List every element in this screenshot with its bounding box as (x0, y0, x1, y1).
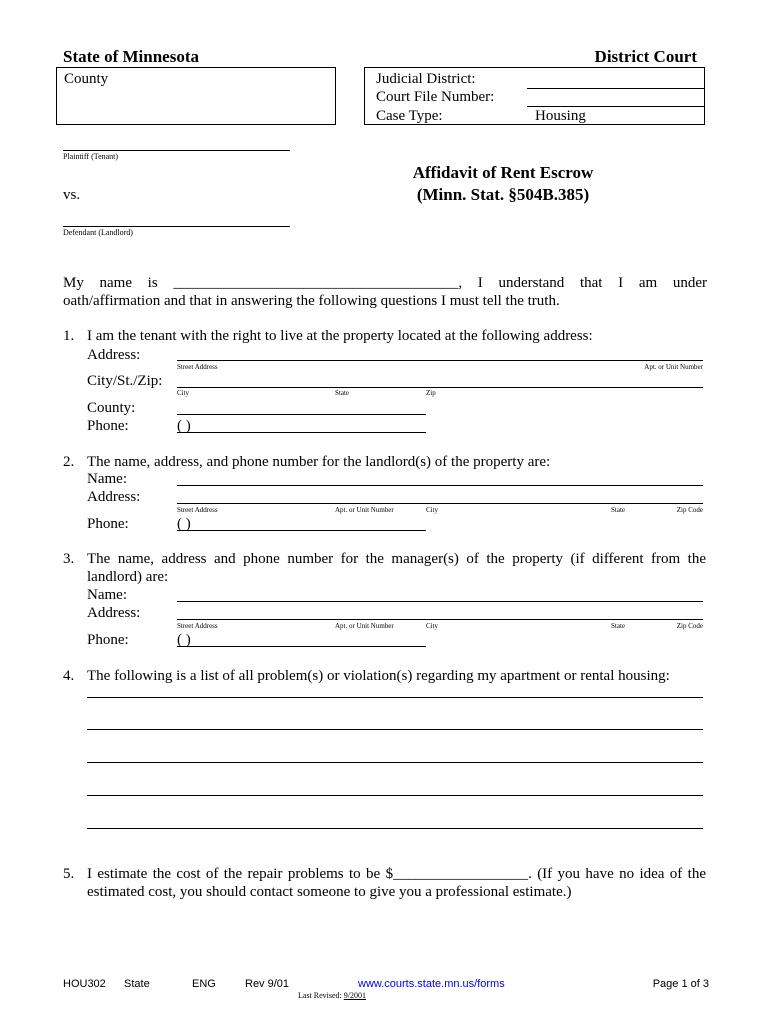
problem-line[interactable] (87, 762, 703, 763)
q1-cityzip-label: City/St./Zip: (87, 373, 163, 389)
q1-zip-caption: Zip (426, 389, 436, 397)
case-type-label: Case Type: (376, 108, 443, 124)
form-statute: (Minn. Stat. §504B.385) (416, 185, 590, 204)
footer-state: State (124, 978, 150, 990)
q1-phone-field[interactable] (177, 432, 426, 433)
q4-text: The following is a list of all problem(s) or violation(s) regarding my apartment or rental housing: (87, 668, 670, 684)
q2-phone-field[interactable] (177, 530, 426, 531)
court-heading: District Court (594, 47, 697, 66)
court-file-number-field[interactable] (527, 106, 705, 107)
form-title: Affidavit of Rent Escrow (412, 163, 594, 182)
state-heading: State of Minnesota (63, 47, 199, 66)
footer-last-revised (298, 991, 366, 1001)
q5-line-1: I estimate the cost of the repair problems to be $__________________. (If you have no idea of the (87, 866, 706, 882)
q1-cityzip-field[interactable] (177, 387, 703, 388)
defendant-label: Defendant (Landlord) (63, 228, 133, 237)
q3-name-field[interactable] (177, 601, 703, 602)
q3-city-caption: City (426, 622, 439, 630)
plaintiff-label: Plaintiff (Tenant) (63, 152, 119, 161)
defendant-field[interactable] (63, 226, 290, 227)
q5-number: 5. (63, 866, 75, 882)
q2-city-caption: City (426, 506, 439, 514)
q2-text: The name, address, and phone number for the landlord(s) of the property are: (87, 454, 551, 470)
case-type-value: Housing (535, 108, 586, 124)
q3-phone-field[interactable] (177, 646, 426, 647)
q3-zip-caption: Zip Code (676, 622, 703, 630)
footer-website-link[interactable]: www.courts.state.mn.us/forms (358, 978, 505, 990)
q3-address-field[interactable] (177, 619, 703, 620)
q3-name-label: Name: (87, 587, 127, 603)
q2-address-field[interactable] (177, 503, 703, 504)
q3-phone-label: Phone: (87, 632, 129, 648)
q3-address-label: Address: (87, 605, 141, 621)
q2-number: 2. (63, 454, 75, 470)
q2-phone-label: Phone: (87, 516, 129, 532)
q3-phone-paren: ( ) (177, 632, 191, 648)
q1-apt-caption: Apt. or Unit Number (644, 363, 703, 371)
q3-apt-caption: Apt. or Unit Number (335, 622, 394, 630)
county-label: County (64, 71, 109, 87)
problem-line[interactable] (87, 729, 703, 730)
intro-line-1: My name is ______________________________________, I understand that I am under (63, 275, 707, 291)
q1-city-caption: City (177, 389, 190, 397)
q1-address-label: Address: (87, 347, 141, 363)
q2-state-caption: State (611, 506, 625, 514)
intro-line-2: oath/affirmation and that in answering the following questions I must tell the truth. (63, 293, 560, 309)
q2-phone-paren: ( ) (177, 516, 191, 532)
q1-number: 1. (63, 328, 75, 344)
q1-street-caption: Street Address (177, 363, 218, 371)
q1-text: I am the tenant with the right to live at the property located at the following address: (87, 328, 593, 344)
q1-phone-paren: ( ) (177, 418, 191, 434)
q2-apt-caption: Apt. or Unit Number (335, 506, 394, 514)
q1-address-field[interactable] (177, 360, 703, 361)
footer-revision: Rev 9/01 (245, 978, 290, 990)
q1-phone-label: Phone: (87, 418, 129, 434)
q3-number: 3. (63, 551, 75, 567)
q3-line-1: The name, address and phone number for the manager(s) of the property (if different from the (87, 551, 706, 567)
problem-line[interactable] (87, 828, 703, 829)
q3-line-2: landlord) are: (87, 569, 169, 585)
judicial-district-field[interactable] (527, 88, 705, 89)
q2-name-field[interactable] (177, 485, 703, 486)
judicial-district-label: Judicial District: (376, 71, 476, 87)
q2-street-caption: Street Address (177, 506, 218, 514)
last-revised-label: Last Revised: (298, 991, 342, 1000)
county-box[interactable] (56, 67, 336, 125)
q2-zip-caption: Zip Code (676, 506, 703, 514)
q1-state-caption: State (335, 389, 349, 397)
q1-county-label: County: (87, 400, 136, 416)
problem-line[interactable] (87, 795, 703, 796)
footer-language: ENG (192, 978, 216, 990)
court-file-number-label: Court File Number: (376, 89, 495, 105)
vs-label: vs. (63, 187, 81, 203)
q3-street-caption: Street Address (177, 622, 218, 630)
footer-page-number: Page 1 of 3 (652, 978, 709, 990)
q2-address-label: Address: (87, 489, 141, 505)
last-revised-value: 9/2001 (343, 991, 367, 1000)
problem-line[interactable] (87, 697, 703, 698)
q5-line-2: estimated cost, you should contact someone to give you a professional estimate.) (87, 884, 572, 900)
q4-number: 4. (63, 668, 75, 684)
q3-state-caption: State (611, 622, 625, 630)
plaintiff-field[interactable] (63, 150, 290, 151)
case-info-box (364, 67, 705, 125)
q2-name-label: Name: (87, 471, 127, 487)
q1-county-field[interactable] (177, 414, 426, 415)
footer-form-code: HOU302 (63, 978, 106, 990)
